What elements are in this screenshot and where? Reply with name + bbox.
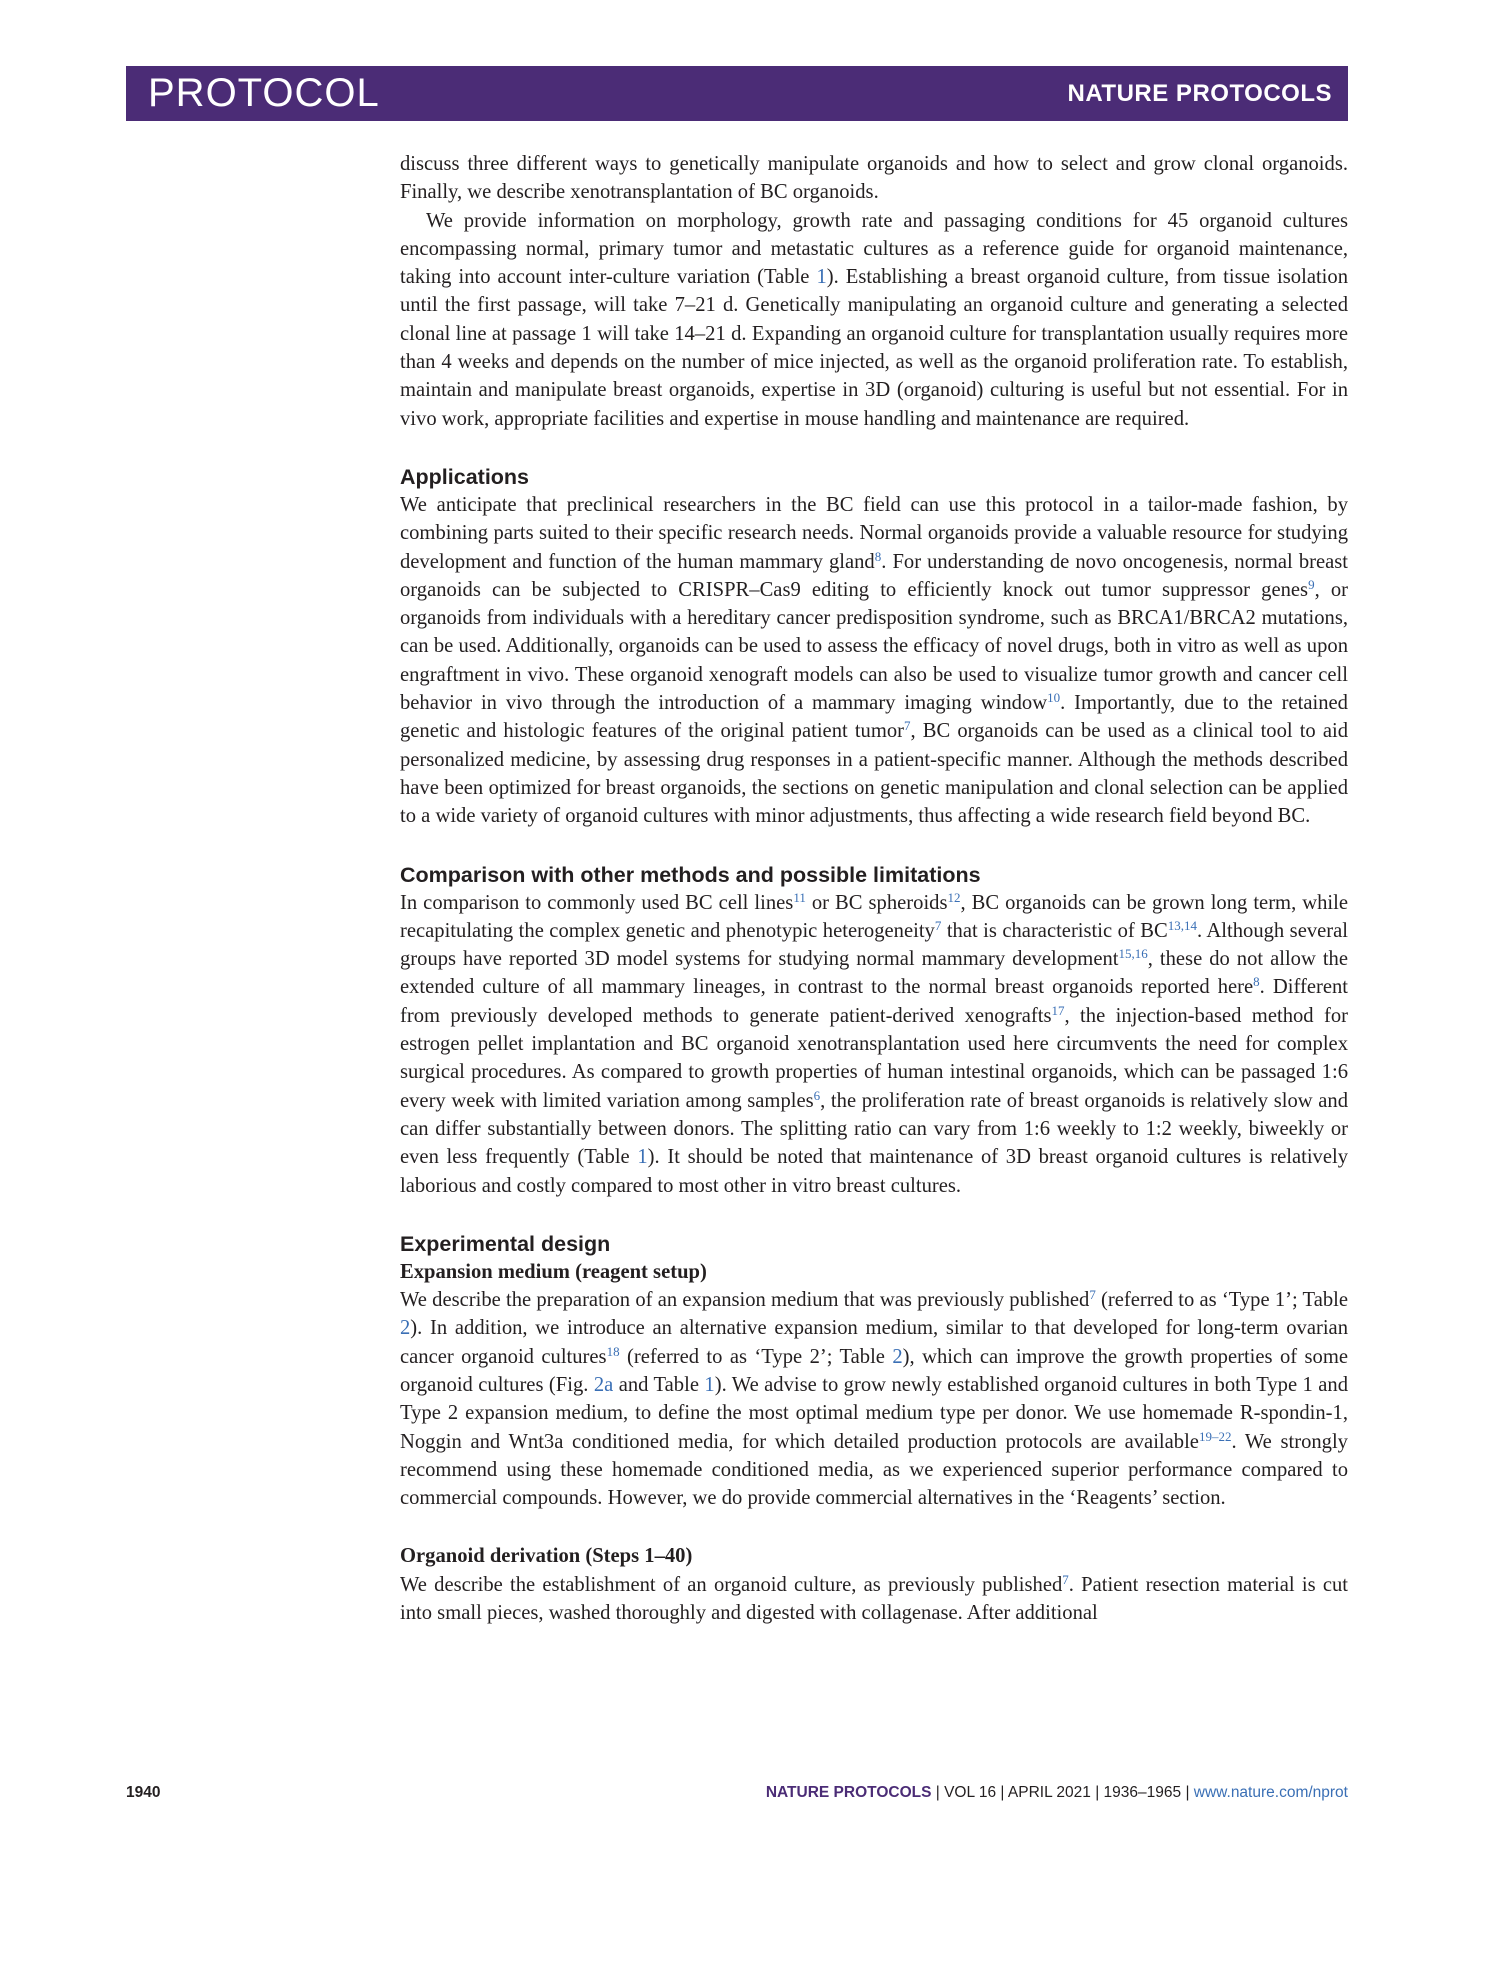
citation-link[interactable]: 10 <box>1047 690 1061 706</box>
citation-link[interactable]: 8 <box>874 548 882 564</box>
table-link[interactable]: 2 <box>892 1345 903 1368</box>
expansion-paragraph: We describe the preparation of an expansion medium that was previously published$^7$ (referred to as ‘Type 1’; Table 2). In addition, we introduce an alternative expansion medium, similar to that developed for long-term ovarian cancer organoid cultures$^{18}$ (referred to as ‘Type 2’; Table 2), which can improve the growth properties of some organoid cultures (Fig. 2a and Table 1). We advise to grow newly established organoid cultures in both Type 1 and Type 2 expansion medium, to define the most optimal medium type per donor. We use homemade R-spondin-1, Noggin and Wnt3a conditioned media, for which detailed production protocols are available$^{19-22}$. We strongly recommend using these homemade conditioned media, as we experienced superior performance compared to commercial compounds. However, we do provide commercial alternatives in the ‘Reagents’ section. <box>400 1287 1349 1510</box>
citation-link[interactable]: 13,14 <box>1167 917 1197 933</box>
applications-heading: Applications <box>400 464 530 489</box>
citation-link[interactable]: 12 <box>947 889 961 905</box>
citation-link[interactable]: 19–22 <box>1198 1428 1232 1444</box>
footer-pages: 1936–1965 <box>1103 1784 1182 1801</box>
citation-link[interactable]: 7 <box>1089 1287 1096 1303</box>
table-link[interactable]: 1 <box>704 1373 715 1396</box>
citation-link[interactable]: 7 <box>1062 1571 1069 1587</box>
footer-date: APRIL 2021 <box>1007 1784 1091 1801</box>
applications-paragraph: We anticipate that preclinical researchers in the BC field can use this protocol in a tailor-made fashion, by combining parts suited to their specific research needs. Normal organoids provide a valuable resource for studying development and function of the human mammary gland$^8$. For understanding de novo oncogenesis, normal breast organoids can be subjected to CRISPR–Cas9 editing to efficiently knock out tumor suppressor genes$^9$, or organoids from individuals with a hereditary cancer predisposition syndrome, such as BRCA1/BRCA2 mutations, can be used. Additionally, organoids can be used to assess the efficacy of novel drugs, both in vitro as well as upon engraftment in vivo. These organoid xenograft models can also be used to visualize tumor growth and cancer cell behavior in vivo through the introduction of a mammary imaging window$^{10}$. Importantly, due to the retained genetic and histologic features of the original patient tumor$^7$, BC organoids can be used as a clinical tool to aid personalized medicine, by assessing drug responses in a patient-specific manner. Although the methods described have been optimized for breast organoids, the sections on genetic manipulation and clonal selection can be applied to a wide variety of organoid cultures with minor adjustments, thus affecting a wide research field beyond BC. <box>400 493 1348 828</box>
journal-label: NATURE PROTOCOLS <box>1067 80 1332 107</box>
citation-link[interactable]: 11 <box>793 889 806 905</box>
experimental-heading: Experimental design <box>400 1231 611 1256</box>
journal-url-link[interactable]: www.nature.com/nprot <box>1193 1784 1348 1801</box>
comparison-paragraph: In comparison to commonly used BC cell lines$^{11}$ or BC spheroids$^{12}$, BC organoids can be grown long term, while recapitulating the complex genetic and phenotypic heterogeneity$^7$ that is characteristic of BC$^{13,14}$. Although several groups have reported 3D model systems for studying normal mammary development$^{15,16}$, these do not allow the extended culture of all mammary lineages, in contrast to the normal breast organoids reported here$^8$. Different from previously developed methods to generate patient-derived xenografts$^{17}$, the injection-based method for estrogen pellet implantation and BC organoid xenotransplantation used here circumvents the need for complex surgical procedures. As compared to growth properties of human intestinal organoids, which can be passaged 1:6 every week with limited variation among samples$^6$, the proliferation rate of breast organoids is relatively slow and can differ substantially between donors. The splitting ratio can vary from 1:6 weekly to 1:2 weekly, biweekly or even less frequently (Table 1). It should be noted that maintenance of 3D breast organoid cultures is relatively laborious and costly compared to most other in vitro breast cultures. <box>400 889 1349 1197</box>
page-number: 1940 <box>126 1784 161 1801</box>
figure-link[interactable]: 2a <box>593 1373 614 1396</box>
table-link[interactable]: 1 <box>816 266 827 289</box>
derivation-subheading: Organoid derivation (Steps 1–40) <box>400 1545 693 1568</box>
citation-link[interactable]: 15,16 <box>1118 946 1148 962</box>
citation-link[interactable]: 6 <box>813 1087 821 1103</box>
table-link[interactable]: 2 <box>400 1317 411 1340</box>
header-banner <box>126 66 1348 121</box>
journal-citation: NATURE PROTOCOLS | VOL 16 | APRIL 2021 | 1936–1965 | www.nature.com/nprot <box>765 1784 1348 1801</box>
citation-link[interactable]: 18 <box>606 1343 620 1359</box>
intro-paragraph-2: We provide information on morphology, growth rate and passaging conditions for 45 organoid cultures encompassing normal, primary tumor and metastatic cultures as a reference guide for organoid maintenance, taking into account inter-culture variation (Table 1). Establishing a breast organoid culture, from tissue isolation until the first passage, will take 7–21 d. Genetically manipulating an organoid culture and generating a selected clonal line at passage 1 will take 14–21 d. Expanding an organoid culture for transplantation usually requires more than 4 weeks and depends on the number of mice injected, as well as the organoid proliferation rate. To establish, maintain and manipulate breast organoids, expertise in 3D (organoid) culturing is useful but not essential. For in vivo work, appropriate facilities and expertise in mouse handling and maintenance are required. <box>400 209 1348 430</box>
table-link[interactable]: 1 <box>637 1146 648 1169</box>
section-label: PROTOCOL <box>148 71 380 115</box>
article-body <box>400 150 1348 1627</box>
citation-link[interactable]: 8 <box>1253 974 1260 990</box>
citation-link[interactable]: 7 <box>904 718 911 734</box>
derivation-paragraph: We describe the establishment of an organoid culture, as previously published$^7$. Patient resection material is cut into small pieces, washed thoroughly and digested with collagenase. After additional <box>400 1571 1348 1625</box>
intro-paragraph-1: discuss three different ways to genetically manipulate organoids and how to select and grow clonal organoids. Finally, we describe xenotransplantation of BC organoids. <box>400 153 1348 204</box>
comparison-heading: Comparison with other methods and possible limitations <box>400 862 981 887</box>
footer-volume: VOL 16 <box>944 1784 997 1801</box>
citation-link[interactable]: 9 <box>1308 576 1315 592</box>
citation-link[interactable]: 7 <box>934 917 942 933</box>
expansion-subheading: Expansion medium (reagent setup) <box>400 1260 707 1283</box>
citation-link[interactable]: 17 <box>1051 1002 1065 1018</box>
footer-journal-name: NATURE PROTOCOLS <box>765 1784 932 1801</box>
